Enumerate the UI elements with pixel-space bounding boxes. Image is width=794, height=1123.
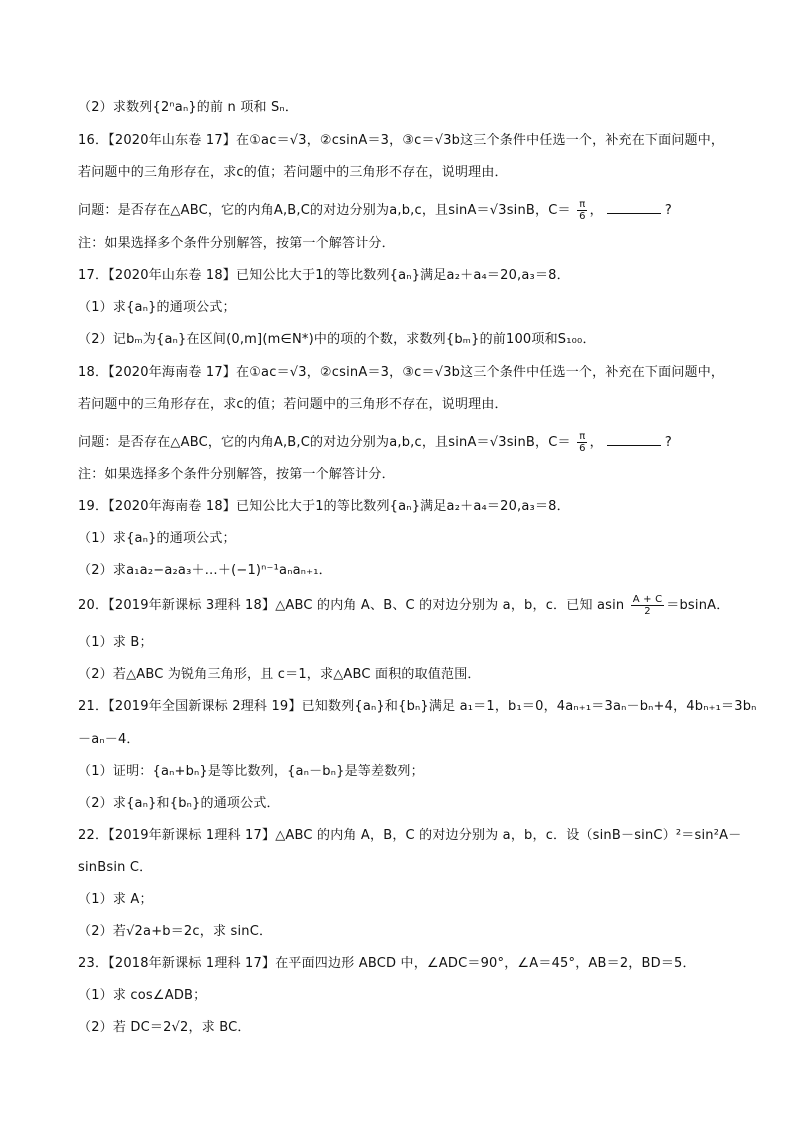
text-segment: 20．【2019年新课标 3理科 18】△ABC 的内角 A、B、C 的对边分别为 a，b，c．已知 asin	[78, 598, 625, 613]
answer-blank	[607, 201, 661, 214]
fraction-numerator: π	[579, 431, 586, 442]
text-line: （1）求{aₙ}的通项公式；	[78, 531, 236, 546]
text-line: 问题：是否存在△ABC，它的内角A,B,C的对边分别为a,b,c，且sinA＝√3sinB，C＝ $\frac{\pi}{6}$ ， ?	[78, 199, 672, 222]
half-angle-fraction	[631, 594, 665, 617]
text-line: （2）若 DC＝2√2，求 BC．	[78, 1020, 251, 1035]
text-segment: 问题：是否存在△ABC，它的内角A,B,C的对边分别为a,b,c，且sinA＝√3sinB，C＝	[78, 435, 571, 450]
pi-over-six-fraction	[577, 199, 588, 222]
fraction-numerator: A + C	[632, 594, 663, 605]
text-line: 若问题中的三角形存在，求c的值；若问题中的三角形不存在，说明理由．	[78, 165, 508, 180]
text-line: 19．【2020年海南卷 18】已知公比大于1的等比数列{aₙ}满足a₂＋a₄＝20,a₃＝8．	[78, 499, 570, 514]
text-line: 17．【2020年山东卷 18】已知公比大于1的等比数列{aₙ}满足a₂＋a₄＝20,a₃＝8．	[78, 268, 570, 283]
question-mark: ?	[664, 203, 672, 218]
text-line: （2）求a₁a₂−a₂a₃＋…＋(−1)ⁿ⁻¹aₙaₙ₊₁．	[78, 563, 332, 578]
text-line: （1）求 B；	[78, 635, 153, 650]
text-line: 问题：是否存在△ABC，它的内角A,B,C的对边分别为a,b,c，且sinA＝√3sinB，C＝ $\frac{\pi}{6}$ ， ?	[78, 431, 672, 454]
answer-blank	[607, 433, 661, 446]
text-line	[78, 594, 728, 617]
text-line: （2）若√2a+b＝2c，求 sinC．	[78, 924, 273, 939]
text-line: （1）证明：{aₙ+bₙ}是等比数列，{aₙ－bₙ}是等差数列；	[78, 764, 424, 779]
text-line: 注：如果选择多个条件分别解答，按第一个解答计分．	[78, 467, 395, 482]
text-line: （1）求 cos∠ADB；	[78, 988, 207, 1003]
text-line: 16．【2020年山东卷 17】在①ac＝√3，②csinA＝3，③c＝√3b这三个条件中任选一个，补充在下面问题中，	[78, 133, 725, 148]
text-segment: ＝bsinA．	[666, 598, 730, 613]
text-line: （1）求{aₙ}的通项公式；	[78, 300, 236, 315]
text-line: －aₙ－4．	[78, 732, 140, 747]
fraction-denominator: 6	[579, 211, 586, 222]
pi-over-six-fraction	[577, 431, 588, 454]
text-line: 若问题中的三角形存在，求c的值；若问题中的三角形不存在，说明理由．	[78, 397, 508, 412]
text-line: 18．【2020年海南卷 17】在①ac＝√3，②csinA＝3，③c＝√3b这三个条件中任选一个，补充在下面问题中，	[78, 365, 725, 380]
text-segment: 问题：是否存在△ABC，它的内角A,B,C的对边分别为a,b,c，且sinA＝√3sinB，C＝	[78, 203, 571, 218]
text-line: （2）求数列{2ⁿaₙ}的前 n 项和 Sₙ．	[78, 100, 299, 115]
text-line: （2）若△ABC 为锐角三角形，且 c＝1，求△ABC 面积的取值范围．	[78, 667, 481, 682]
question-mark: ?	[664, 435, 672, 450]
text-line: 注：如果选择多个条件分别解答，按第一个解答计分．	[78, 236, 395, 251]
fraction-denominator: 6	[579, 443, 586, 454]
fraction-numerator: π	[579, 199, 586, 210]
text-line: sinBsin C．	[78, 860, 153, 875]
text-line: 23．【2018年新课标 1理科 17】在平面四边形 ABCD 中，∠ADC＝90°，∠A＝45°，AB＝2，BD＝5．	[78, 956, 696, 971]
text-line: 21．【2019年全国新课标 2理科 19】已知数列{aₙ}和{bₙ}满足 a₁＝1，b₁＝0，4aₙ₊₁＝3aₙ－bₙ+4，4bₙ₊₁＝3bₙ	[78, 699, 757, 714]
text-line: 22．【2019年新课标 1理科 17】△ABC 的内角 A，B，C 的对边分别为 a，b，c．设（sinB－sinC）²＝sin²A－	[78, 828, 742, 843]
text-line: （1）求 A；	[78, 892, 153, 907]
text-line: （2）记bₘ为{aₙ}在区间(0,m](m∈N*)中的项的个数，求数列{bₘ}的前100项和S₁₀₀．	[78, 332, 596, 347]
text-line: （2）求{aₙ}和{bₙ}的通项公式．	[78, 796, 280, 811]
fraction-denominator: 2	[644, 606, 651, 617]
